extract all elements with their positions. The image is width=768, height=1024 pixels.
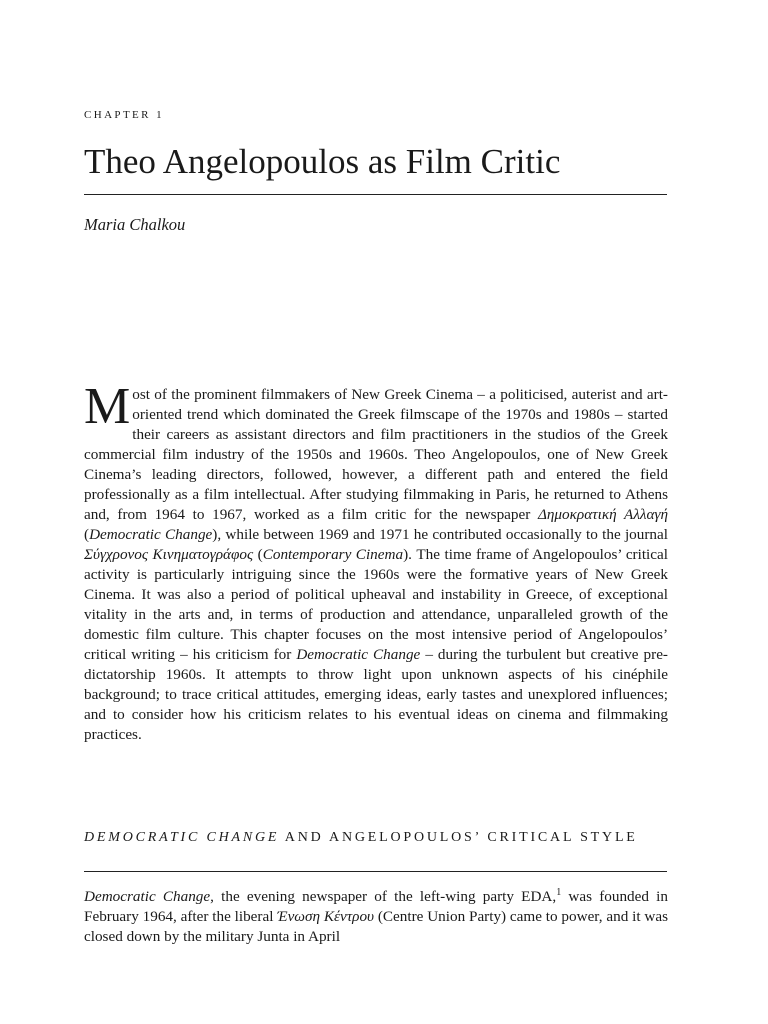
chapter-author: Maria Chalkou <box>84 215 186 234</box>
intro-text-c: ), while between 1969 and 1971 he contributed occasionally to the journal <box>212 526 668 543</box>
footnote-marker[interactable]: 1 <box>556 886 562 898</box>
section-newspaper-title: Democratic Change <box>84 888 211 905</box>
section-heading-rest: AND ANGELOPOULOS’ CRITICAL STYLE <box>279 830 638 845</box>
chapter-title: Theo Angelopoulos as Film Critic <box>84 142 561 181</box>
chapter-label: CHAPTER 1 <box>84 109 164 121</box>
title-divider <box>84 194 667 195</box>
intro-text-a: ost of the prominent filmmakers of New Greek Cinema – a politicised, auterist and art-oriented trend which dominated the Greek filmscape of the 1970s and 1980s – started their careers as assistant directors and film practitioners in the studios of the Greek commercial film industry of the 1950s and 1960s. Theo Angelopoulos, one of New Greek Cinema’s leading directors, followed, however, a different path and entered the field professionally as a film intellectual. After studying filmmaking in Paris, he returned to Athens and, from 1964 to 1967, worked as a film critic for the newspaper <box>84 386 668 523</box>
intro-paragraph <box>84 378 668 745</box>
intro-text-e: ). The time frame of Angelopoulos’ critical activity is particularly intriguing since the 1960s were the formative years of New Greek Cinema. It was also a period of political upheaval and instability in Greece, of exceptional vitality in the arts and, in terms of production and attendance, unparalleled growth of the domestic film culture. This chapter focuses on the most intensive period of Angelopoulos’ critical writing – his criticism for <box>84 546 668 663</box>
journal-english-title: Contemporary Cinema <box>262 546 404 563</box>
intro-text-b: ( <box>84 526 90 543</box>
intro-text-d: ( <box>253 546 263 563</box>
newspaper-english-title-2: Democratic Change <box>296 646 421 663</box>
document-page <box>84 0 668 1024</box>
greek-party-name: Ένωση Κέντρου <box>277 908 375 925</box>
section-text-c: (Centre Union Party) came to power, and it was closed down by the military Junta in April <box>84 908 668 945</box>
newspaper-english-title: Democratic Change <box>89 526 213 543</box>
greek-journal-title: Σύγχρονος Κινηματογράφος <box>84 546 254 563</box>
section-divider <box>84 871 667 872</box>
section-text-b: was founded in February 1964, after the liberal <box>84 888 668 925</box>
intro-text-f: – during the turbulent but creative pre-dictatorship 1960s. It attempts to throw light upon unknown aspects of his cinéphile background; to trace critical attitudes, emerging ideas, early tastes and unexplored influences; and to consider how his criticism relates to his eventual ideas on cinema and filmmaking practices. <box>84 646 668 743</box>
section-heading <box>84 828 668 848</box>
drop-cap: M <box>84 378 131 435</box>
greek-newspaper-title: Δημοκρατική Αλλαγή <box>537 506 668 523</box>
section-text-a: , the evening newspaper of the left-wing party EDA, <box>210 888 557 905</box>
section-heading-italic: DEMOCRATIC CHANGE <box>84 830 280 845</box>
section-paragraph <box>84 887 668 947</box>
